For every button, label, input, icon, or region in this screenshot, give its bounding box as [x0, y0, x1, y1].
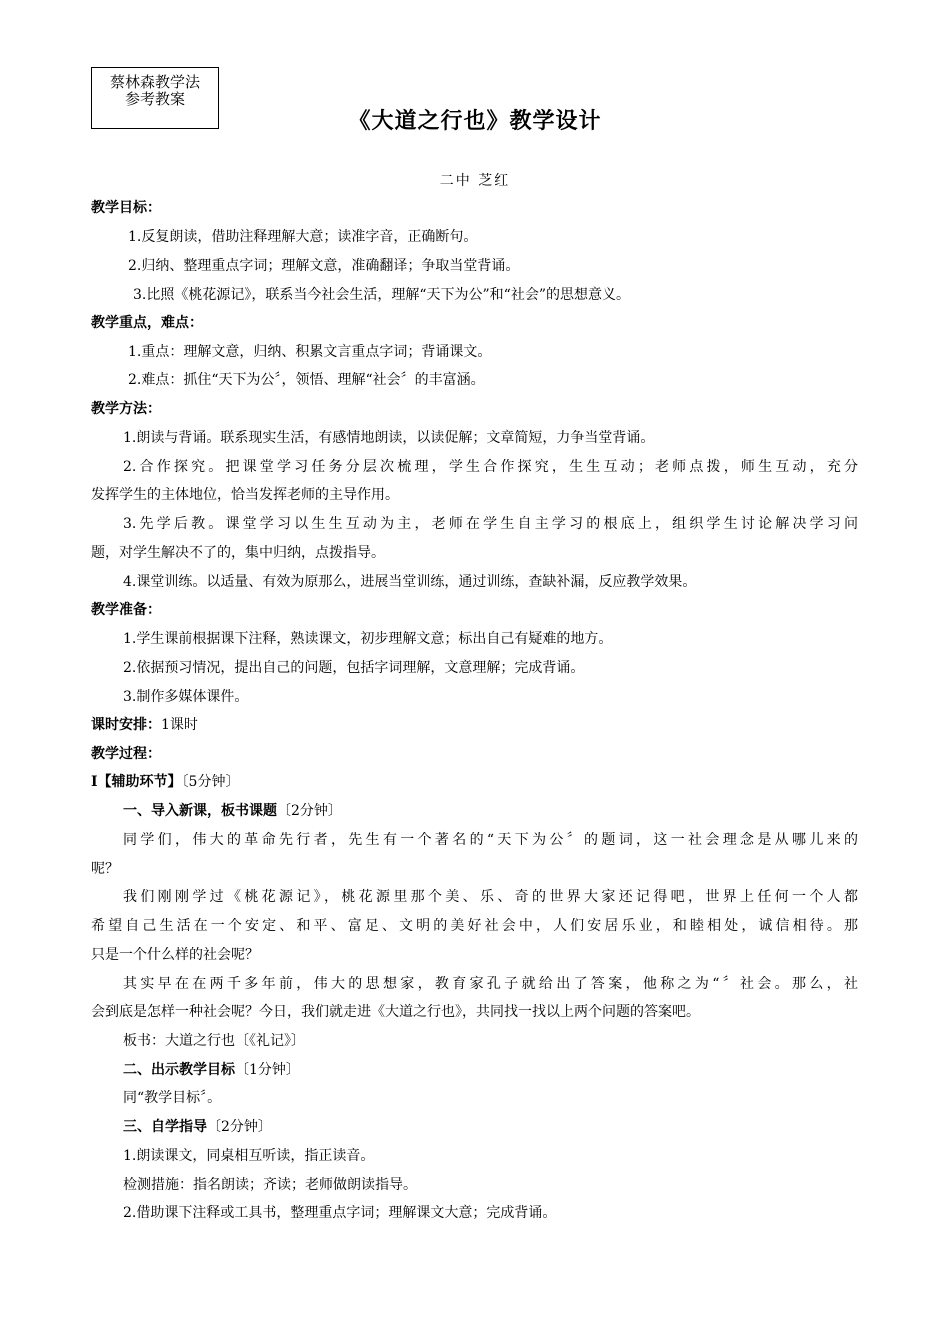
author-line: 二中 芝红	[439, 173, 511, 189]
method-item-continued: 题，对学生解决不了的，集中归纳，点拨指导。	[91, 545, 385, 561]
prep-item: 3.制作多媒体课件。	[123, 689, 249, 705]
method-item: 2.合作探究。把课堂学习任务分层次梳理，学生合作探究，生生互动；老师点拨，师生互动，充分	[123, 459, 858, 475]
section1-line	[123, 801, 342, 821]
stamp-line-1: 蔡林森教学法	[109, 73, 200, 91]
section3-time: 〔2分钟〕	[207, 1119, 272, 1135]
paragraph-line: 其实早在在两千多年前，伟大的思想家，教育家孔子就给出了答案，他称之为“〞社会。那么，社	[123, 976, 858, 992]
prep-item: 1.学生课前根据课下注释，熟读课文，初步理解文意；标出自己有疑难的地方。	[123, 631, 613, 647]
keypoints-heading: 教学重点，难点：	[91, 315, 203, 331]
part1-line	[91, 772, 239, 792]
method-item: 4.课堂训练。以适量、有效为原那么，进展当堂训练，通过训练，查缺补漏，反应教学效果。	[123, 574, 697, 590]
stamp-line-2: 参考教案	[124, 90, 185, 108]
schedule-line	[91, 715, 198, 735]
paragraph-line: 只是一个什么样的社会呢？	[91, 947, 259, 963]
paragraph-line: 我们刚刚学过《桃花源记》，桃花源里那个美、乐、奇的世界大家还记得吧，世界上任何一个人都	[123, 889, 858, 905]
objective-item: 3.比照《桃花源记》，联系当今社会生活，理解“天下为公”和“社会”的思想意义。	[133, 287, 630, 303]
section3-item: 1.朗读课文，同桌相互听读，指正读音。	[123, 1148, 375, 1164]
process-heading: 教学过程：	[91, 746, 161, 762]
paragraph-line: 希望自己生活在一个安定、和平、富足、文明的美好社会中，人们安居乐业，和睦相处，诚信相待。那	[91, 918, 858, 934]
objective-item: 2.归纳、整理重点字词；理解文意，准确翻译；争取当堂背诵。	[128, 258, 520, 274]
section2-label: 二、出示教学目标	[123, 1062, 235, 1078]
section3-line	[123, 1117, 272, 1137]
section3-label: 三、自学指导	[123, 1119, 207, 1135]
section2-time: 〔1分钟〕	[235, 1062, 300, 1078]
section2-line	[123, 1060, 300, 1080]
objective-item: 1.反复朗读，借助注释理解大意；读准字音，正确断句。	[128, 229, 478, 245]
section1-time: 〔2分钟〕	[277, 803, 342, 819]
method-item: 1.朗读与背诵。联系现实生活，有感情地朗读，以读促解；文章简短，力争当堂背诵。	[123, 430, 655, 446]
keypoint-item: 2.难点：抓住“天下为公〞，领悟、理解“社会〞的丰富涵。	[128, 372, 485, 388]
method-item-continued: 发挥学生的主体地位，恰当发挥老师的主导作用。	[91, 487, 399, 503]
paragraph-line: 呢？	[91, 861, 119, 877]
section3-check: 检测措施：指名朗读；齐读；老师做朗读指导。	[123, 1177, 417, 1193]
schedule-label: 课时安排：	[91, 717, 161, 733]
part1-time: 〔5分钟〕	[181, 774, 240, 790]
document-title: 《大道之行也》教学设计	[348, 108, 602, 134]
paragraph-line: 同学们，伟大的革命先行者，先生有一个著名的“天下为公〞的题词，这一社会理念是从哪儿来的	[123, 832, 858, 848]
prep-item: 2.依据预习情况，提出自己的问题，包括字词理解，文意理解；完成背诵。	[123, 660, 585, 676]
part1-label: Ⅰ【辅助环节】	[91, 774, 182, 790]
schedule-value: 1课时	[161, 717, 198, 733]
objectives-heading: 教学目标：	[91, 200, 161, 216]
keypoint-item: 1.重点：理解文意，归纳、积累文言重点字词；背诵课文。	[128, 344, 492, 360]
board-writing: 板书：大道之行也〔《礼记》〕	[123, 1033, 305, 1049]
methods-heading: 教学方法：	[91, 401, 161, 417]
section1-label: 一、导入新课，板书课题	[123, 803, 277, 819]
section3-item: 2.借助课下注释或工具书，整理重点字词；理解课文大意；完成背诵。	[123, 1205, 557, 1221]
paragraph-line: 会到底是怎样一种社会呢？今日，我们就走进《大道之行也》，共同找一找以上两个问题的答案吧。	[91, 1004, 700, 1020]
prep-heading: 教学准备：	[91, 602, 161, 618]
method-item: 3.先学后教。课堂学习以生生互动为主，老师在学生自主学习的根底上，组织学生讨论解决学习问	[123, 516, 858, 532]
section2-text: 同“教学目标〞。	[123, 1090, 222, 1106]
